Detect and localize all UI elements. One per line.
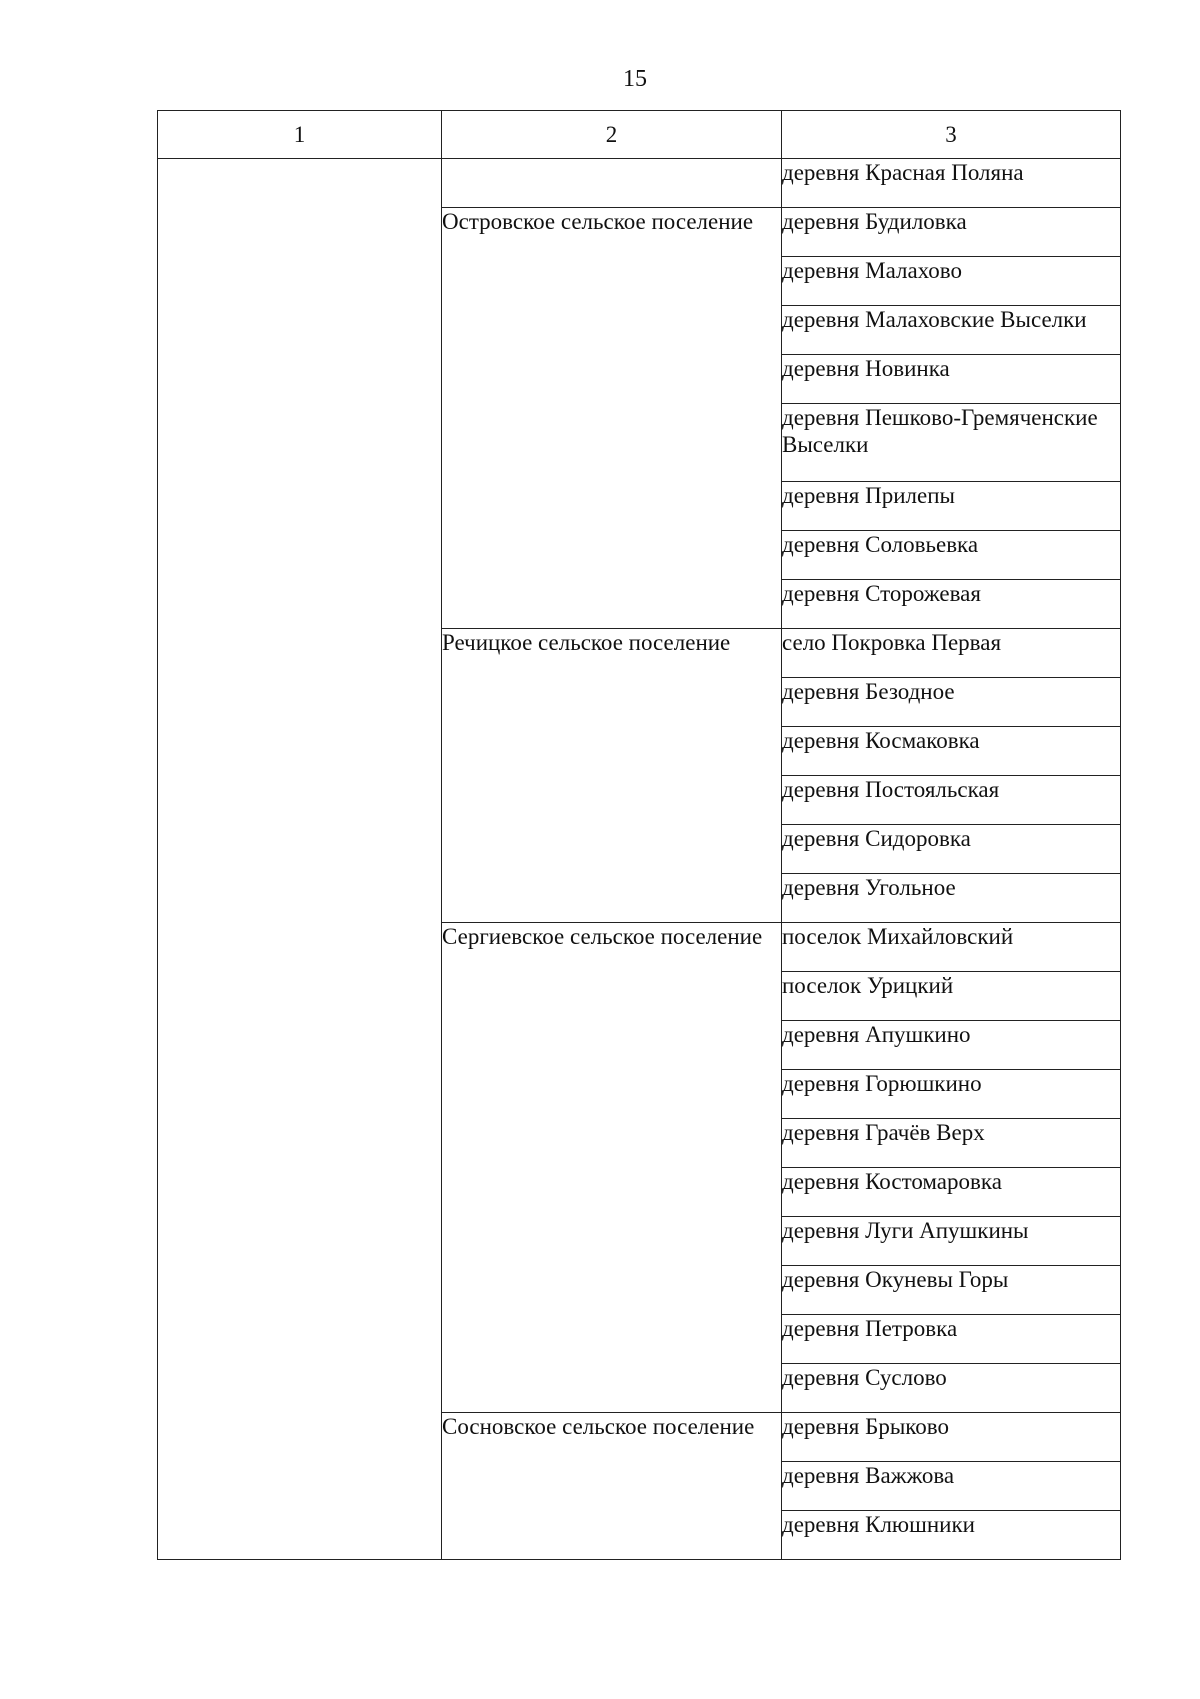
locality-cell: деревня Новинка <box>782 355 1121 404</box>
locality-cell: деревня Брыково <box>782 1413 1121 1462</box>
locality-cell: деревня Горюшкино <box>782 1070 1121 1119</box>
column-header-2: 2 <box>442 111 782 159</box>
locality-cell: село Покровка Первая <box>782 629 1121 678</box>
settlement-cell: Сосновское сельское поселение <box>442 1413 782 1560</box>
locality-cell: деревня Луги Апушкины <box>782 1217 1121 1266</box>
locality-cell: поселок Михайловский <box>782 923 1121 972</box>
locality-cell: деревня Костомаровка <box>782 1168 1121 1217</box>
settlement-cell: Речицкое сельское поселение <box>442 629 782 923</box>
settlements-table <box>157 110 1121 1560</box>
locality-cell: деревня Суслово <box>782 1364 1121 1413</box>
locality-cell: деревня Окуневы Горы <box>782 1266 1121 1315</box>
locality-cell: поселок Урицкий <box>782 972 1121 1021</box>
locality-cell: деревня Прилепы <box>782 482 1121 531</box>
settlement-cell <box>442 159 782 208</box>
locality-cell: деревня Грачёв Верх <box>782 1119 1121 1168</box>
locality-cell: деревня Малаховские Выселки <box>782 306 1121 355</box>
locality-cell: деревня Космаковка <box>782 727 1121 776</box>
column-header-3: 3 <box>782 111 1121 159</box>
locality-cell: деревня Безодное <box>782 678 1121 727</box>
locality-cell: деревня Постояльская <box>782 776 1121 825</box>
settlement-cell: Сергиевское сельское поселение <box>442 923 782 1413</box>
locality-cell: деревня Петровка <box>782 1315 1121 1364</box>
locality-cell: деревня Клюшники <box>782 1511 1121 1560</box>
column-header-1: 1 <box>158 111 442 159</box>
page-number: 15 <box>623 66 647 92</box>
locality-cell: деревня Важжова <box>782 1462 1121 1511</box>
district-cell <box>158 159 442 1560</box>
locality-cell: деревня Будиловка <box>782 208 1121 257</box>
locality-cell: деревня Апушкино <box>782 1021 1121 1070</box>
locality-cell: деревня Пешково-Гремяченские Выселки <box>782 404 1121 482</box>
settlement-cell: Островское сельское поселение <box>442 208 782 629</box>
locality-cell: деревня Сторожевая <box>782 580 1121 629</box>
locality-cell: деревня Соловьевка <box>782 531 1121 580</box>
table-row <box>158 159 1121 208</box>
locality-cell: деревня Красная Поляна <box>782 159 1121 208</box>
header-row <box>158 111 1121 159</box>
locality-cell: деревня Угольное <box>782 874 1121 923</box>
locality-cell: деревня Малахово <box>782 257 1121 306</box>
locality-cell: деревня Сидоровка <box>782 825 1121 874</box>
